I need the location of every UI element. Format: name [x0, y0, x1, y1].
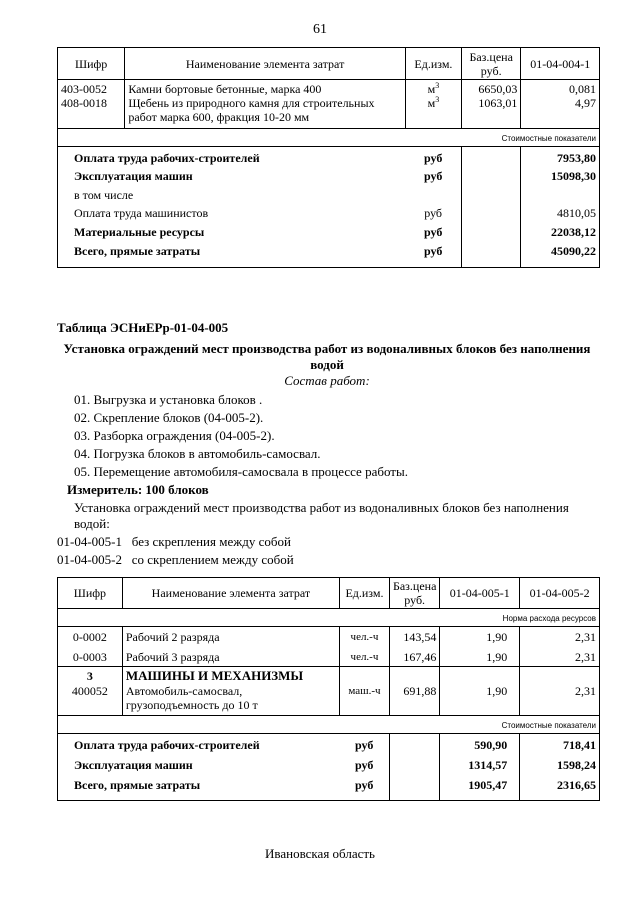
summary-name: Оплата труда машинистов: [58, 204, 406, 223]
description: Установка ограждений мест производства работ из водоналивных блоков без наполнения водой:: [74, 500, 569, 531]
variant-row: [57, 552, 294, 568]
summary-row: [58, 242, 600, 268]
column-header: Баз.цена руб.: [389, 578, 439, 609]
column-header: Баз.цена руб.: [461, 48, 520, 80]
summary-value-2: 1598,24: [520, 755, 600, 775]
resource-code: 403-0052: [58, 80, 125, 97]
summary-value: 45090,22: [521, 242, 600, 268]
resource-value: 0,081: [521, 80, 600, 97]
work-item: 03. Разборка ограждения (04-005-2).: [74, 428, 275, 443]
summary-unit: руб: [423, 151, 443, 165]
summary-unit: руб: [355, 738, 374, 752]
summary-row: [58, 167, 600, 186]
summary-unit: руб: [423, 224, 443, 239]
page-footer: Ивановская область: [265, 846, 375, 861]
summary-value-2: 2316,65: [520, 775, 600, 801]
resource-code: 400052: [58, 684, 123, 716]
resource-name: Щебень из природного камня для строительных работ марка 600, фракция 10-20 мм: [125, 96, 406, 129]
section-label: Стоимостные показатели: [58, 716, 600, 734]
column-header: Ед.изм.: [339, 578, 389, 609]
summary-name: Всего, прямые затраты: [58, 242, 406, 268]
summary-unit: руб: [355, 757, 374, 772]
group-code: 3: [58, 667, 123, 684]
resource-code: 408-0018: [58, 96, 125, 129]
meter: Измеритель: 100 блоков: [67, 482, 209, 497]
resource-code: 0-0002: [58, 627, 123, 647]
column-header: Ед.изм.: [405, 48, 461, 80]
column-header: 01-04-004-1: [521, 48, 600, 80]
cost-table-01-04-004: [57, 47, 600, 268]
column-header: Шифр: [58, 48, 125, 80]
work-item: 04. Погрузка блоков в автомобиль-самосвал.: [74, 446, 321, 461]
variant-text: без скрепления между собой: [131, 534, 291, 549]
summary-name: в том числе: [58, 186, 406, 204]
resource-price: 167,46: [389, 647, 439, 667]
section-title: Установка ограждений мест производства работ из водоналивных блоков без наполнения водой: [63, 341, 591, 372]
column-header: 01-04-005-2: [520, 578, 600, 609]
summary-unit: руб: [423, 168, 443, 183]
variant-text: со скреплением между собой: [131, 552, 294, 567]
resource-name: Автомобиль-самосвал, грузоподъемность до 10 т: [122, 684, 339, 716]
resource-unit: $м^3$: [405, 96, 461, 129]
resource-price: 143,54: [389, 627, 439, 647]
resource-unit: чел.-ч: [339, 627, 389, 647]
summary-row: [58, 775, 600, 801]
summary-name: Эксплуатация машин: [58, 167, 406, 186]
resource-price: 1063,01: [461, 96, 520, 129]
summary-name: Всего, прямые затраты: [58, 775, 340, 801]
resource-value-2: 2,31: [520, 647, 600, 667]
table-row: [58, 80, 600, 97]
table-row: [58, 96, 600, 129]
summary-value: 7953,80: [521, 147, 600, 167]
table-row: [58, 647, 600, 667]
section-label-row: [58, 129, 600, 147]
resource-code: 0-0003: [58, 647, 123, 667]
summary-value: 15098,30: [521, 167, 600, 186]
summary-row: [58, 204, 600, 223]
cost-table-01-04-005: [57, 577, 600, 801]
summary-value: 4810,05: [521, 204, 600, 223]
work-item: 05. Перемещение автомобиля-самосвала в процессе работы.: [74, 464, 408, 479]
column-header: Наименование элемента затрат: [125, 48, 406, 80]
section-label: Стоимостные показатели: [58, 129, 600, 147]
summary-row: [58, 755, 600, 775]
section-label-row: [58, 716, 600, 734]
resource-name: Камни бортовые бетонные, марка 400: [125, 80, 406, 97]
table-header-row: [58, 578, 600, 609]
summary-name: Эксплуатация машин: [58, 755, 340, 775]
summary-value-1: 1905,47: [440, 775, 520, 801]
resource-name: Рабочий 2 разряда: [122, 627, 339, 647]
variant-code: 01-04-005-2: [57, 552, 122, 567]
group-name: МАШИНЫ И МЕХАНИЗМЫ: [122, 667, 339, 684]
summary-unit: руб: [424, 205, 443, 220]
resource-unit: $м^3$: [405, 80, 461, 97]
resource-price: 691,88: [389, 684, 439, 716]
resource-name: Рабочий 3 разряда: [122, 647, 339, 667]
composition-heading: Состав работ:: [284, 373, 370, 388]
summary-name: Оплата труда рабочих-строителей: [58, 734, 340, 755]
summary-row: [58, 147, 600, 167]
resource-value-1: 1,90: [440, 647, 520, 667]
group-row: [58, 667, 600, 684]
resource-unit: маш.-ч: [339, 684, 389, 716]
resource-value: 4,97: [521, 96, 600, 129]
summary-unit: руб: [405, 242, 461, 268]
resource-price: 6650,03: [461, 80, 520, 97]
summary-row: [58, 186, 600, 204]
norm-label: Норма расхода ресурсов: [58, 609, 600, 627]
summary-unit: руб: [339, 775, 389, 801]
summary-name: Оплата труда рабочих-строителей: [58, 147, 406, 167]
resource-value-2: 2,31: [520, 684, 600, 716]
summary-row: [58, 734, 600, 755]
norm-label-row: [58, 609, 600, 627]
column-header: Шифр: [58, 578, 123, 609]
column-header: Наименование элемента затрат: [122, 578, 339, 609]
resource-value-1: 1,90: [440, 627, 520, 647]
variant-row: [57, 534, 291, 550]
summary-value: 22038,12: [521, 223, 600, 242]
table-id: Таблица ЭСНиЕРр-01-04-005: [57, 320, 229, 335]
work-item: 02. Скрепление блоков (04-005-2).: [74, 410, 264, 425]
summary-value-1: 590,90: [440, 734, 520, 755]
table-header-row: [58, 48, 600, 80]
summary-value-1: 1314,57: [440, 755, 520, 775]
summary-value-2: 718,41: [520, 734, 600, 755]
variant-code: 01-04-005-1: [57, 534, 122, 549]
resource-unit: чел.-ч: [339, 647, 389, 667]
page-number: 61: [313, 22, 327, 37]
table-row: [58, 684, 600, 716]
summary-row: [58, 223, 600, 242]
summary-name: Материальные ресурсы: [58, 223, 406, 242]
resource-value-1: 1,90: [440, 684, 520, 716]
work-item: 01. Выгрузка и установка блоков .: [74, 392, 263, 407]
resource-value-2: 2,31: [520, 627, 600, 647]
column-header: 01-04-005-1: [440, 578, 520, 609]
table-row: [58, 627, 600, 647]
